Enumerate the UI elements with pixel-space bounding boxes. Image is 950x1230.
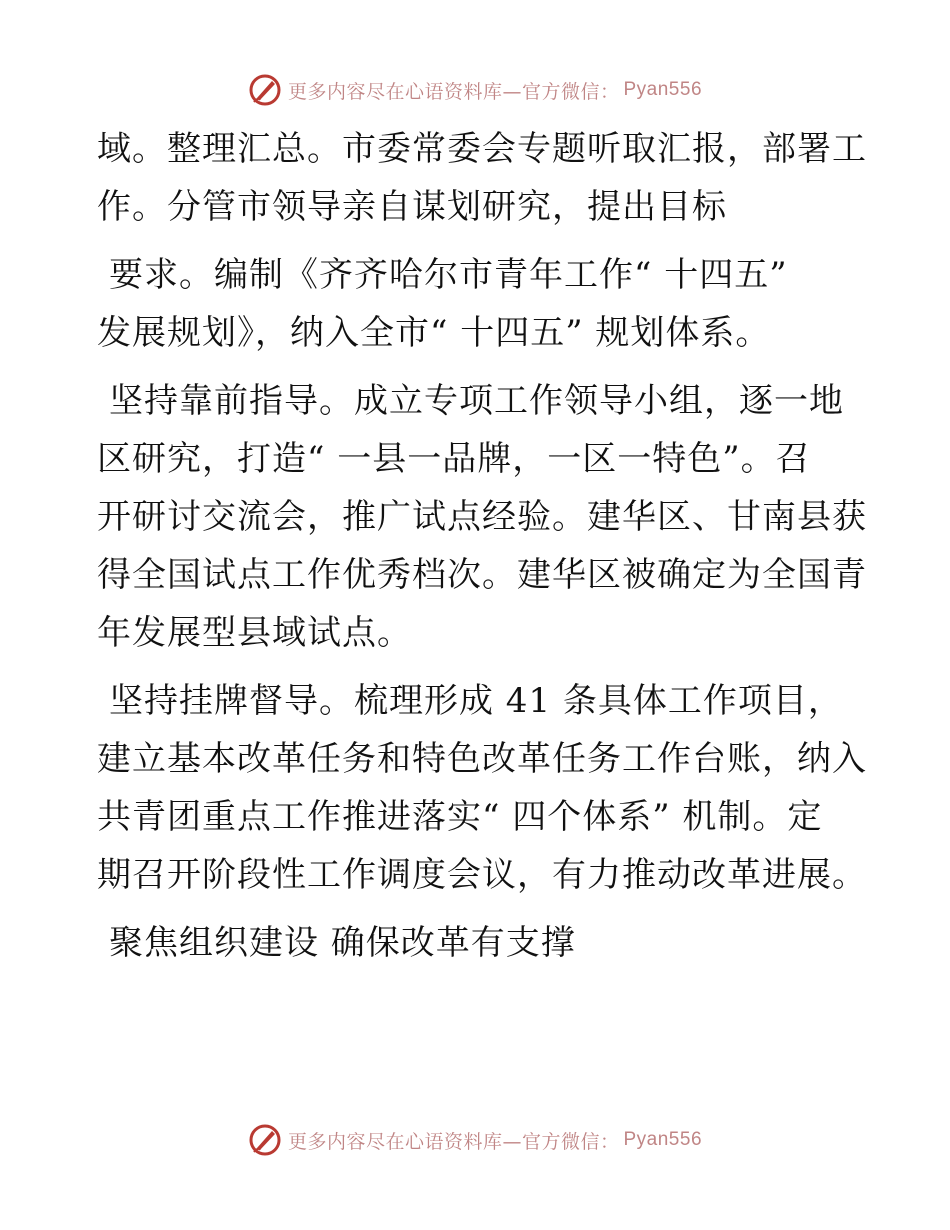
paragraph (97, 372, 867, 662)
text-line: 坚持靠前指导。成立专项工作领导小组，逐一地 (109, 381, 844, 421)
quill-logo-icon (248, 1123, 282, 1157)
watermark-text: 更多内容尽在心语资料库—官方微信： (287, 1130, 620, 1153)
text-line: 共青团重点工作推进落实“ 四个体系” 机制。定 (97, 797, 823, 837)
text-line: 得全国试点工作优秀档次。建华区被确定为全国青 (97, 555, 867, 595)
paragraph (97, 120, 867, 236)
watermark-wechat-id: Pyan556 (623, 79, 703, 100)
paragraph (97, 246, 857, 362)
text-line: 建立基本改革任务和特色改革任务工作台账，纳入 (97, 739, 867, 779)
text-line: 域。整理汇总。市委常委会专题听取汇报，部署工 (97, 129, 867, 169)
text-line: 区研究，打造“ 一县一品牌，一区一特色”。召 (97, 439, 811, 479)
paragraph (97, 672, 867, 904)
text-line: 作。分管市领导亲自谋划研究，提出目标 (97, 187, 727, 227)
quill-logo-icon (248, 73, 282, 107)
text-line: 期召开阶段性工作调度会议，有力推动改革进展。 (97, 855, 867, 895)
paragraph (97, 914, 857, 972)
footer-watermark (0, 1120, 950, 1160)
text-line: 坚持挂牌督导。梳理形成 41 条具体工作项目， (109, 681, 843, 721)
header-watermark (0, 70, 950, 110)
text-line: 年发展型县域试点。 (97, 613, 412, 653)
text-line: 发展规划》，纳入全市“ 十四五” 规划体系。 (97, 313, 771, 353)
watermark-wechat-id: Pyan556 (623, 1129, 703, 1150)
text-line: 开研讨交流会，推广试点经验。建华区、甘南县获 (97, 497, 867, 537)
text-line: 要求。编制《齐齐哈尔市青年工作“ 十四五” (109, 255, 788, 295)
watermark-text: 更多内容尽在心语资料库—官方微信： (287, 80, 620, 103)
document-body (97, 120, 867, 972)
section-heading: 聚焦组织建设 确保改革有支撑 (109, 923, 576, 963)
